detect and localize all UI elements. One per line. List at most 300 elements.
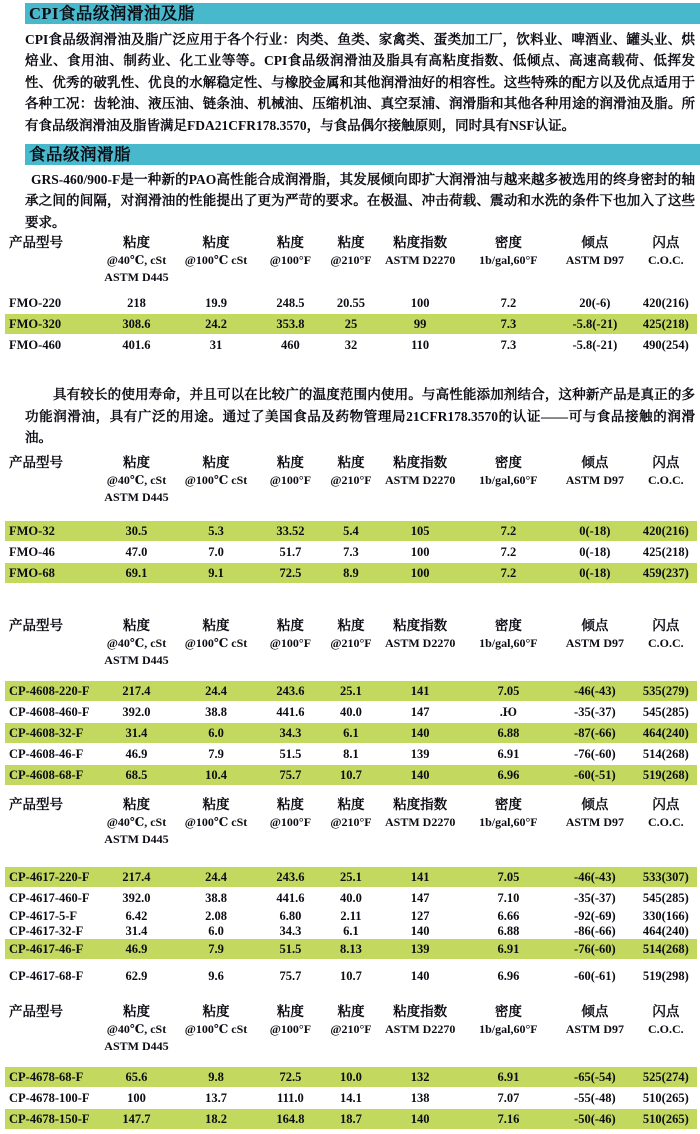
column-header (462, 617, 555, 681)
product-model-cell: FMO-68 (5, 563, 98, 584)
spec-value-cell: 510(265) (635, 1088, 697, 1109)
table-row (5, 702, 697, 723)
column-header (175, 796, 258, 867)
column-header (379, 796, 462, 867)
column-header (175, 1003, 258, 1067)
column-header-line: @100°F (269, 473, 312, 488)
product-model-cell: CP-4617-46-F (5, 939, 98, 960)
column-header-line: 闪点 (652, 235, 680, 251)
column-header-line: 粘度 (122, 618, 150, 634)
column-header-line: ASTM D97 (565, 636, 625, 651)
spec-value-cell: 441.6 (258, 702, 324, 723)
column-header-line: 粘度 (202, 1004, 230, 1020)
spec-value-cell: 75.7 (258, 966, 324, 987)
column-header (323, 234, 378, 293)
product-model-cell: FMO-46 (5, 542, 98, 563)
spec-value-cell: 248.5 (258, 293, 324, 314)
spec-value-cell: 6.1 (343, 924, 359, 939)
column-header-line: 粘度 (276, 455, 304, 471)
spec-value-cell: 72.5 (258, 1067, 324, 1088)
spec-value-cell: 7.0 (175, 542, 258, 563)
column-header-line: 粘度 (337, 1004, 365, 1020)
column-header-line: C.O.C. (647, 473, 684, 488)
column-header (462, 1003, 555, 1067)
spec-value-cell: 7.3 (323, 542, 378, 563)
spec-value-cell: 10.0 (323, 1067, 378, 1088)
spec-value-cell: 7.05 (462, 681, 555, 702)
column-header-line: 粘度 (337, 455, 365, 471)
column-header-product: 产品型号 (9, 1004, 63, 1020)
spec-value-cell: 535(279) (635, 681, 697, 702)
table-row (5, 924, 697, 939)
column-header-line: 粘度 (202, 235, 230, 251)
column-header-line: ASTM D2270 (384, 815, 456, 830)
spec-table-cp4678 (5, 1003, 697, 1130)
spec-value-cell: 2.08 (205, 909, 227, 924)
spec-value-cell: 6.91 (462, 744, 555, 765)
spec-value-cell: -65(-54) (555, 1067, 635, 1088)
table-row (5, 1088, 697, 1109)
column-header-product: 产品型号 (9, 455, 63, 471)
column-header-line: 密度 (494, 235, 522, 251)
column-header (323, 796, 378, 867)
column-header-line: 粘度指数 (393, 455, 448, 471)
spec-value-cell: -5.8(-21) (555, 314, 635, 335)
spec-value-cell: 10.7 (323, 765, 378, 786)
column-header (258, 454, 324, 521)
table-row (5, 867, 697, 888)
column-header-line: 密度 (494, 1004, 522, 1020)
spec-value-cell: 140 (379, 1109, 462, 1130)
column-header-line: ASTM D2270 (384, 253, 456, 268)
column-header-line: @100°F (269, 1022, 312, 1037)
column-header-line: @100°F (269, 636, 312, 651)
table-row (5, 335, 697, 356)
section-title-oils: CPI食品级润滑油及脂 (25, 3, 700, 24)
column-header (323, 617, 378, 681)
spec-value-cell: 0(-18) (555, 542, 635, 563)
spec-value-cell: 100 (379, 542, 462, 563)
spec-value-cell: 464(240) (635, 723, 697, 744)
spec-value-cell: 464(240) (642, 924, 689, 939)
product-model-cell: CP-4608-32-F (5, 723, 98, 744)
column-header-line: ASTM D445 (104, 270, 169, 285)
spec-value-cell: 46.9 (98, 939, 174, 960)
column-header (555, 617, 635, 681)
table-header-row (5, 1003, 697, 1067)
column-header-line: C.O.C. (647, 636, 684, 651)
column-header (555, 454, 635, 521)
spec-value-cell: 34.3 (279, 924, 302, 939)
table-row (5, 542, 697, 563)
spec-value-cell: 6.66 (497, 909, 520, 924)
column-header (555, 796, 635, 867)
column-header-product: 产品型号 (9, 618, 63, 634)
spec-value-cell: -5.8(-21) (555, 335, 635, 356)
column-header-line: 1b/gal,60°F (479, 815, 538, 830)
column-header-line: ASTM D445 (104, 653, 169, 668)
column-header (98, 617, 174, 681)
column-header-line: ASTM D2270 (384, 1022, 456, 1037)
spec-value-cell: -46(-43) (555, 867, 635, 888)
spec-value-cell: -87(-66) (555, 723, 635, 744)
spec-value-cell: 100 (379, 293, 462, 314)
section-title-grease: 食品级润滑脂 (25, 144, 700, 165)
column-header-line: 粘度 (276, 618, 304, 634)
column-header-line: ASTM D445 (104, 832, 169, 847)
column-header (98, 234, 174, 293)
spec-value-cell: 100 (379, 563, 462, 584)
spec-value-cell: 7.10 (462, 888, 555, 909)
column-header (98, 796, 174, 867)
product-model-cell: CP-4617-460-F (5, 888, 98, 909)
spec-value-cell: 7.05 (462, 867, 555, 888)
column-header-line: @210°F (330, 815, 372, 830)
column-header-line: 闪点 (652, 797, 680, 813)
spec-value-cell: 68.5 (98, 765, 174, 786)
column-header-line: 粘度 (202, 797, 230, 813)
spec-table-fmo-light (5, 454, 697, 584)
spec-value-cell: -46(-43) (555, 681, 635, 702)
column-header-line: C.O.C. (647, 253, 684, 268)
product-model-cell: CP-4608-460-F (5, 702, 98, 723)
spec-value-cell: -50(-46) (555, 1109, 635, 1130)
column-header-line: @40℃, cSt (106, 1022, 167, 1037)
spec-value-cell: 525(274) (635, 1067, 697, 1088)
spec-value-cell: 514(268) (635, 744, 697, 765)
column-header-line: 倾点 (581, 1004, 609, 1020)
spec-value-cell: 105 (379, 521, 462, 542)
product-model-cell: CP-4617-220-F (5, 867, 98, 888)
spec-table-fmo-heavy (5, 234, 697, 356)
spec-value-cell: 9.1 (175, 563, 258, 584)
spec-value-cell: 459(237) (635, 563, 697, 584)
spec-value-cell: 6.0 (208, 924, 224, 939)
spec-value-cell: 308.6 (98, 314, 174, 335)
column-header-line: 粘度 (276, 235, 304, 251)
column-header-line: 密度 (494, 455, 522, 471)
spec-value-cell: 7.16 (462, 1109, 555, 1130)
spec-value-cell: 420(216) (635, 293, 697, 314)
column-header (462, 796, 555, 867)
spec-value-cell: 5.4 (323, 521, 378, 542)
spec-value-cell: 138 (379, 1088, 462, 1109)
table-row (5, 314, 697, 335)
spec-value-cell: 20(-6) (555, 293, 635, 314)
column-header (98, 454, 174, 521)
spec-value-cell: 140 (379, 723, 462, 744)
table-row (5, 293, 697, 314)
spec-value-cell: 24.4 (175, 867, 258, 888)
column-header-line: @40℃, cSt (106, 636, 167, 651)
column-header (379, 234, 462, 293)
column-header-line: @40℃, cSt (106, 815, 167, 830)
column-header (258, 796, 324, 867)
spec-value-cell: 7.9 (175, 744, 258, 765)
table-row (5, 1067, 697, 1088)
spec-value-cell: 6.1 (323, 723, 378, 744)
spec-value-cell: 31.4 (125, 924, 148, 939)
column-header (323, 454, 378, 521)
column-header-line: ASTM D97 (565, 815, 625, 830)
column-header-line: ASTM D97 (565, 253, 625, 268)
column-header-line: 粘度 (122, 235, 150, 251)
spec-value-cell: 24.4 (175, 681, 258, 702)
column-header (175, 454, 258, 521)
column-header (555, 234, 635, 293)
column-header (175, 617, 258, 681)
table-row (5, 744, 697, 765)
column-header-product: 产品型号 (9, 235, 63, 251)
column-header-line: @40℃, cSt (106, 253, 167, 268)
column-header-line: @100℃ cSt (184, 253, 248, 268)
column-header-line: 粘度指数 (393, 618, 448, 634)
column-header-line: @210°F (330, 473, 372, 488)
column-header-line: @100℃ cSt (184, 1022, 248, 1037)
table-header-row (5, 617, 697, 681)
table-row (5, 888, 697, 909)
column-header-line: @100℃ cSt (184, 473, 248, 488)
table-row (5, 521, 697, 542)
column-header-line: 倾点 (581, 618, 609, 634)
product-model-cell: CP-4608-68-F (5, 765, 98, 786)
product-model-cell: FMO-460 (5, 335, 98, 356)
spec-value-cell: 72.5 (258, 563, 324, 584)
column-header-line: @210°F (330, 1022, 372, 1037)
spec-value-cell: 69.1 (98, 563, 174, 584)
spec-value-cell: 46.9 (98, 744, 174, 765)
spec-value-cell: 7.2 (462, 521, 555, 542)
table-row (5, 939, 697, 960)
spec-value-cell: 392.0 (98, 888, 174, 909)
spec-value-cell: 514(268) (635, 939, 697, 960)
spec-value-cell: 7.9 (175, 939, 258, 960)
product-model-cell: CP-4617-68-F (5, 966, 98, 987)
spec-value-cell: 34.3 (258, 723, 324, 744)
spec-value-cell: 6.96 (462, 966, 555, 987)
column-header (635, 617, 697, 681)
spec-value-cell: -60(-51) (555, 765, 635, 786)
spec-value-cell: 139 (379, 744, 462, 765)
spec-value-cell: 6.91 (462, 1067, 555, 1088)
spec-value-cell: 147 (379, 888, 462, 909)
column-header-line: ASTM D445 (104, 1039, 169, 1054)
column-header-line: ASTM D2270 (384, 473, 456, 488)
spec-value-cell: 490(254) (635, 335, 697, 356)
column-header-line: 粘度 (122, 1004, 150, 1020)
spec-value-cell: 9.8 (175, 1067, 258, 1088)
spec-value-cell: 25.1 (323, 681, 378, 702)
column-header-line: 倾点 (581, 235, 609, 251)
spec-value-cell: 25 (323, 314, 378, 335)
spec-value-cell: 519(268) (635, 765, 697, 786)
spec-value-cell: 141 (379, 681, 462, 702)
spec-value-cell: 164.8 (258, 1109, 324, 1130)
column-header-line: 密度 (494, 797, 522, 813)
spec-value-cell: 217.4 (98, 867, 174, 888)
spec-value-cell: 147.7 (98, 1109, 174, 1130)
spec-value-cell: 8.9 (323, 563, 378, 584)
product-model-cell: FMO-320 (5, 314, 98, 335)
spec-value-cell: 38.8 (175, 702, 258, 723)
spec-value-cell: 0(-18) (555, 521, 635, 542)
column-header (258, 1003, 324, 1067)
product-model-cell: CP-4678-100-F (5, 1088, 98, 1109)
spec-value-cell: 140 (379, 765, 462, 786)
spec-value-cell: -35(-37) (555, 888, 635, 909)
spec-value-cell: 139 (379, 939, 462, 960)
product-model-cell: CP-4608-220-F (5, 681, 98, 702)
spec-value-cell: 545(285) (635, 888, 697, 909)
column-header-line: 粘度 (202, 618, 230, 634)
spec-value-cell: 31 (175, 335, 258, 356)
column-header-line: @210°F (330, 253, 372, 268)
spec-value-cell: 8.1 (323, 744, 378, 765)
spec-value-cell: 460 (258, 335, 324, 356)
column-header (555, 1003, 635, 1067)
column-header-line: 粘度 (276, 1004, 304, 1020)
spec-value-cell: 5.3 (175, 521, 258, 542)
column-header-line: @100℃ cSt (184, 636, 248, 651)
column-header (379, 617, 462, 681)
column-header (379, 454, 462, 521)
spec-value-cell: 20.55 (323, 293, 378, 314)
spec-value-cell: 6.80 (279, 909, 302, 924)
spec-value-cell: 18.2 (175, 1109, 258, 1130)
spec-value-cell: 18.7 (323, 1109, 378, 1130)
column-header-line: 闪点 (652, 1004, 680, 1020)
column-header-line: 粘度指数 (393, 797, 448, 813)
column-header-line: 粘度 (337, 235, 365, 251)
spec-value-cell: 6.88 (462, 723, 555, 744)
spec-value-cell: 24.2 (175, 314, 258, 335)
column-header-line: 倾点 (581, 455, 609, 471)
spec-value-cell: 127 (410, 909, 430, 924)
spec-value-cell: 6.0 (175, 723, 258, 744)
spec-value-cell: 140 (379, 966, 462, 987)
column-header (98, 1003, 174, 1067)
spec-value-cell: 7.3 (462, 314, 555, 335)
spec-value-cell: 25.1 (323, 867, 378, 888)
product-model-cell: CP-4608-46-F (5, 744, 98, 765)
column-header-line: 粘度指数 (393, 1004, 448, 1020)
spec-value-cell: 111.0 (258, 1088, 324, 1109)
column-header (258, 234, 324, 293)
column-header-line: 闪点 (652, 455, 680, 471)
column-header (635, 796, 697, 867)
spec-value-cell: 100 (98, 1088, 174, 1109)
spec-value-cell: -76(-60) (555, 939, 635, 960)
spec-value-cell: 33.52 (258, 521, 324, 542)
spec-value-cell: 13.7 (175, 1088, 258, 1109)
spec-value-cell: .Ю (462, 702, 555, 723)
spec-value-cell: 7.2 (462, 293, 555, 314)
product-model-cell: CP-4678-150-F (5, 1109, 98, 1130)
spec-value-cell: 38.8 (175, 888, 258, 909)
spec-value-cell: 19.9 (175, 293, 258, 314)
spec-table-cp4608 (5, 617, 697, 786)
column-header-line: @100°F (269, 253, 312, 268)
column-header (462, 234, 555, 293)
spec-table-cp4617 (5, 796, 697, 987)
spec-value-cell: 519(298) (635, 966, 697, 987)
column-header-line: 1b/gal,60°F (479, 1022, 538, 1037)
product-model-cell: FMO-220 (5, 293, 98, 314)
column-header-line: 1b/gal,60°F (479, 636, 538, 651)
column-header-line: C.O.C. (647, 1022, 684, 1037)
table-header-row (5, 796, 697, 867)
spec-value-cell: 545(285) (635, 702, 697, 723)
spec-value-cell: 2.11 (340, 909, 362, 924)
spec-value-cell: 401.6 (98, 335, 174, 356)
spec-value-cell: -86(-66) (574, 924, 616, 939)
column-header-line: 1b/gal,60°F (479, 473, 538, 488)
table-row (5, 681, 697, 702)
table-row (5, 1109, 697, 1130)
spec-value-cell: 510(265) (635, 1109, 697, 1130)
table-header-row (5, 234, 697, 293)
spec-value-cell: 6.42 (125, 909, 148, 924)
column-header (462, 454, 555, 521)
column-header-line: @100℃ cSt (184, 815, 248, 830)
column-header-line: 粘度 (122, 797, 150, 813)
spec-value-cell: 7.2 (462, 542, 555, 563)
table-row (5, 765, 697, 786)
spec-value-cell: 132 (379, 1067, 462, 1088)
table-row (5, 723, 697, 744)
column-header-product: 产品型号 (9, 797, 63, 813)
spec-value-cell: 218 (98, 293, 174, 314)
product-model-cell: FMO-32 (5, 521, 98, 542)
column-header-line: ASTM D2270 (384, 636, 456, 651)
column-header (379, 1003, 462, 1067)
product-model-cell: CP-4678-68-F (5, 1067, 98, 1088)
spec-value-cell: 425(218) (635, 542, 697, 563)
column-header-line: ASTM D97 (565, 473, 625, 488)
spec-value-cell: 10.7 (323, 966, 378, 987)
column-header (175, 234, 258, 293)
column-header (635, 454, 697, 521)
spec-value-cell: 62.9 (98, 966, 174, 987)
spec-value-cell: 6.96 (462, 765, 555, 786)
spec-value-cell: -35(-37) (555, 702, 635, 723)
spec-value-cell: 40.0 (323, 702, 378, 723)
spec-value-cell: 7.2 (462, 563, 555, 584)
spec-value-cell: 420(216) (635, 521, 697, 542)
column-header (258, 617, 324, 681)
table-header-row (5, 454, 697, 521)
spec-value-cell: 353.8 (258, 314, 324, 335)
spec-value-cell: 40.0 (323, 888, 378, 909)
grease-paragraph: GRS-460/900-F是一种新的PAO高性能合成润滑脂，其发展倾向即扩大润滑油与越来越多被选用的终身密封的轴承之间的间隔，对润滑油的性能提出了更为严苛的要求。在极温、冲击荷载、震动和水洗的条件下也加入了这些要求。 (25, 172, 695, 230)
column-header-line: 倾点 (581, 797, 609, 813)
column-header-line: ASTM D445 (104, 490, 169, 505)
table-row (5, 563, 697, 584)
spec-value-cell: 9.6 (175, 966, 258, 987)
spec-value-cell: 533(307) (635, 867, 697, 888)
spec-value-cell: 330(166) (642, 909, 689, 924)
spec-value-cell: 75.7 (258, 765, 324, 786)
spec-value-cell: 243.6 (258, 867, 324, 888)
spec-value-cell: 140 (410, 924, 430, 939)
spec-value-cell: 51.7 (258, 542, 324, 563)
spec-value-cell: 392.0 (98, 702, 174, 723)
table-row (5, 909, 697, 925)
column-header-line: 1b/gal,60°F (479, 253, 538, 268)
spec-value-cell: 51.5 (258, 939, 324, 960)
spec-value-cell: 6.91 (462, 939, 555, 960)
column-header-line: @210°F (330, 636, 372, 651)
